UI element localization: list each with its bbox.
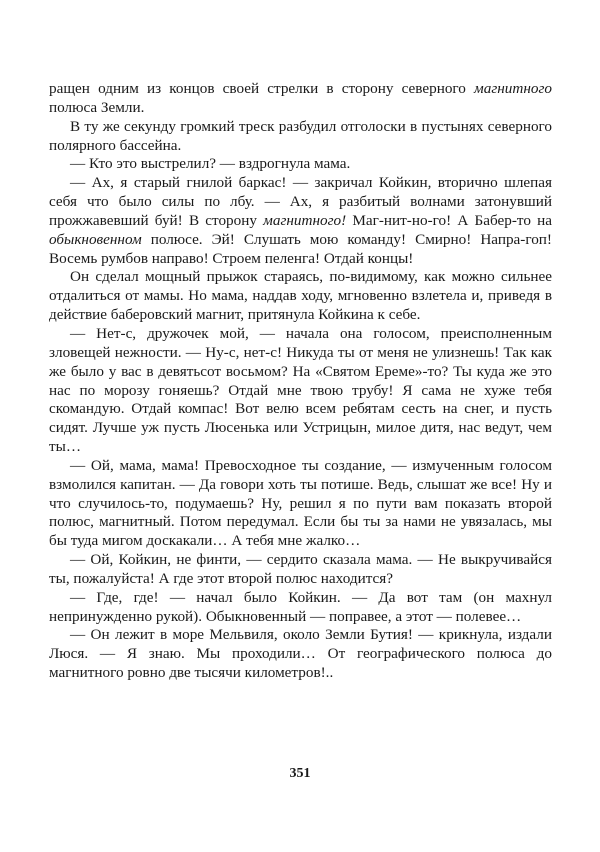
text-segment: — Кто это выстрелил? — вздрогнула мама. (70, 155, 351, 173)
paragraph (49, 174, 552, 268)
text-segment: полюса Земли. (49, 98, 145, 116)
page-body (49, 80, 552, 683)
paragraph (49, 155, 552, 174)
text-segment: полюсе. Эй! Слушать мою команду! Смирно! Напра-гоп! Восемь румбов направо! Строем пеленга! Отдай концы! (49, 230, 552, 267)
page-number: 351 (289, 766, 311, 781)
italic-segment: магнитного (474, 80, 552, 97)
italic-segment: магнитного! (263, 211, 347, 229)
text-segment: — Ах, я старый гнилой баркас! — закричал Койкин, вторично шлепая себя что было силы по лбу. — Ах, я разбитый волнами затонувший прожжавевший буй! В сторону (49, 174, 552, 229)
paragraph (49, 118, 552, 156)
text-segment: — Нет-с, дружочек мой, — начала она голосом, преисполненным зловещей нежности. — Ну-с, нет-с! Никуда ты от меня не улизнешь! Так как же было у вас в девятьсот восьмом? На «Святом Ереме»-то? Ты куда же это нас по морозу гоняешь? Отдай мне твою трубу! Я сама не хуже тебя скомандую. Отдай компас! Вот велю всем ребятам сесть на снег, и пусть сидят. Лучше уж пусть Люсенька или Устрицын, милое дитя, нас ведут, чем ты… (49, 324, 552, 456)
paragraph (49, 626, 552, 683)
text-segment: — Он лежит в море Мельвиля, около Земли Бутия! — крикнула, издали Люся. — Я знаю. Мы проходили… От географического полюса до магнитного ровно две тысячи километров!.. (49, 626, 552, 682)
paragraph (49, 325, 552, 457)
paragraph (49, 80, 552, 118)
text-segment: ращен одним из концов своей стрелки в сторону северного (49, 80, 475, 97)
italic-segment: обыкновенном (49, 230, 142, 248)
paragraph (49, 268, 552, 325)
text-segment: Маг-нит-но-го! А Бабер-то на (346, 211, 552, 229)
paragraph (49, 551, 552, 589)
text-segment: В ту же секунду громкий треск разбудил отголоски в пустынях северного полярного бассейна. (49, 117, 552, 154)
text-segment: — Ой, Койкин, не финти, — сердито сказала мама. — Не выкручивайся ты, пожалуйста! А где этот второй полюс находится? (49, 551, 552, 587)
text-segment: Он сделал мощный прыжок стараясь, по-видимому, как можно сильнее отдалиться от мамы. Но мама, наддав ходу, мгновенно взлетела и, приведя в действие баберовский магнит, притянула Койкина к себе. (49, 268, 552, 324)
text-segment: — Где, где! — начал было Койкин. — Да вот там (он махнул непринужденно рукой). Обыкновенный — поправее, а этот — полевее… (49, 588, 552, 625)
paragraph (49, 457, 552, 551)
paragraph (49, 589, 552, 627)
text-segment: — Ой, мама, мама! Превосходное ты создание, — измученным голосом взмолился капитан. — Да говори хоть ты потише. Ведь, слышат же все! Ну и что случилось-то, подумаешь? Ну, решил я по пути вам показать второй полюс, магнитный. Потом передумал. Если бы ты за нами не увязалась, мы бы туда мигом доскакали… А тебя мне жалко… (49, 456, 552, 550)
